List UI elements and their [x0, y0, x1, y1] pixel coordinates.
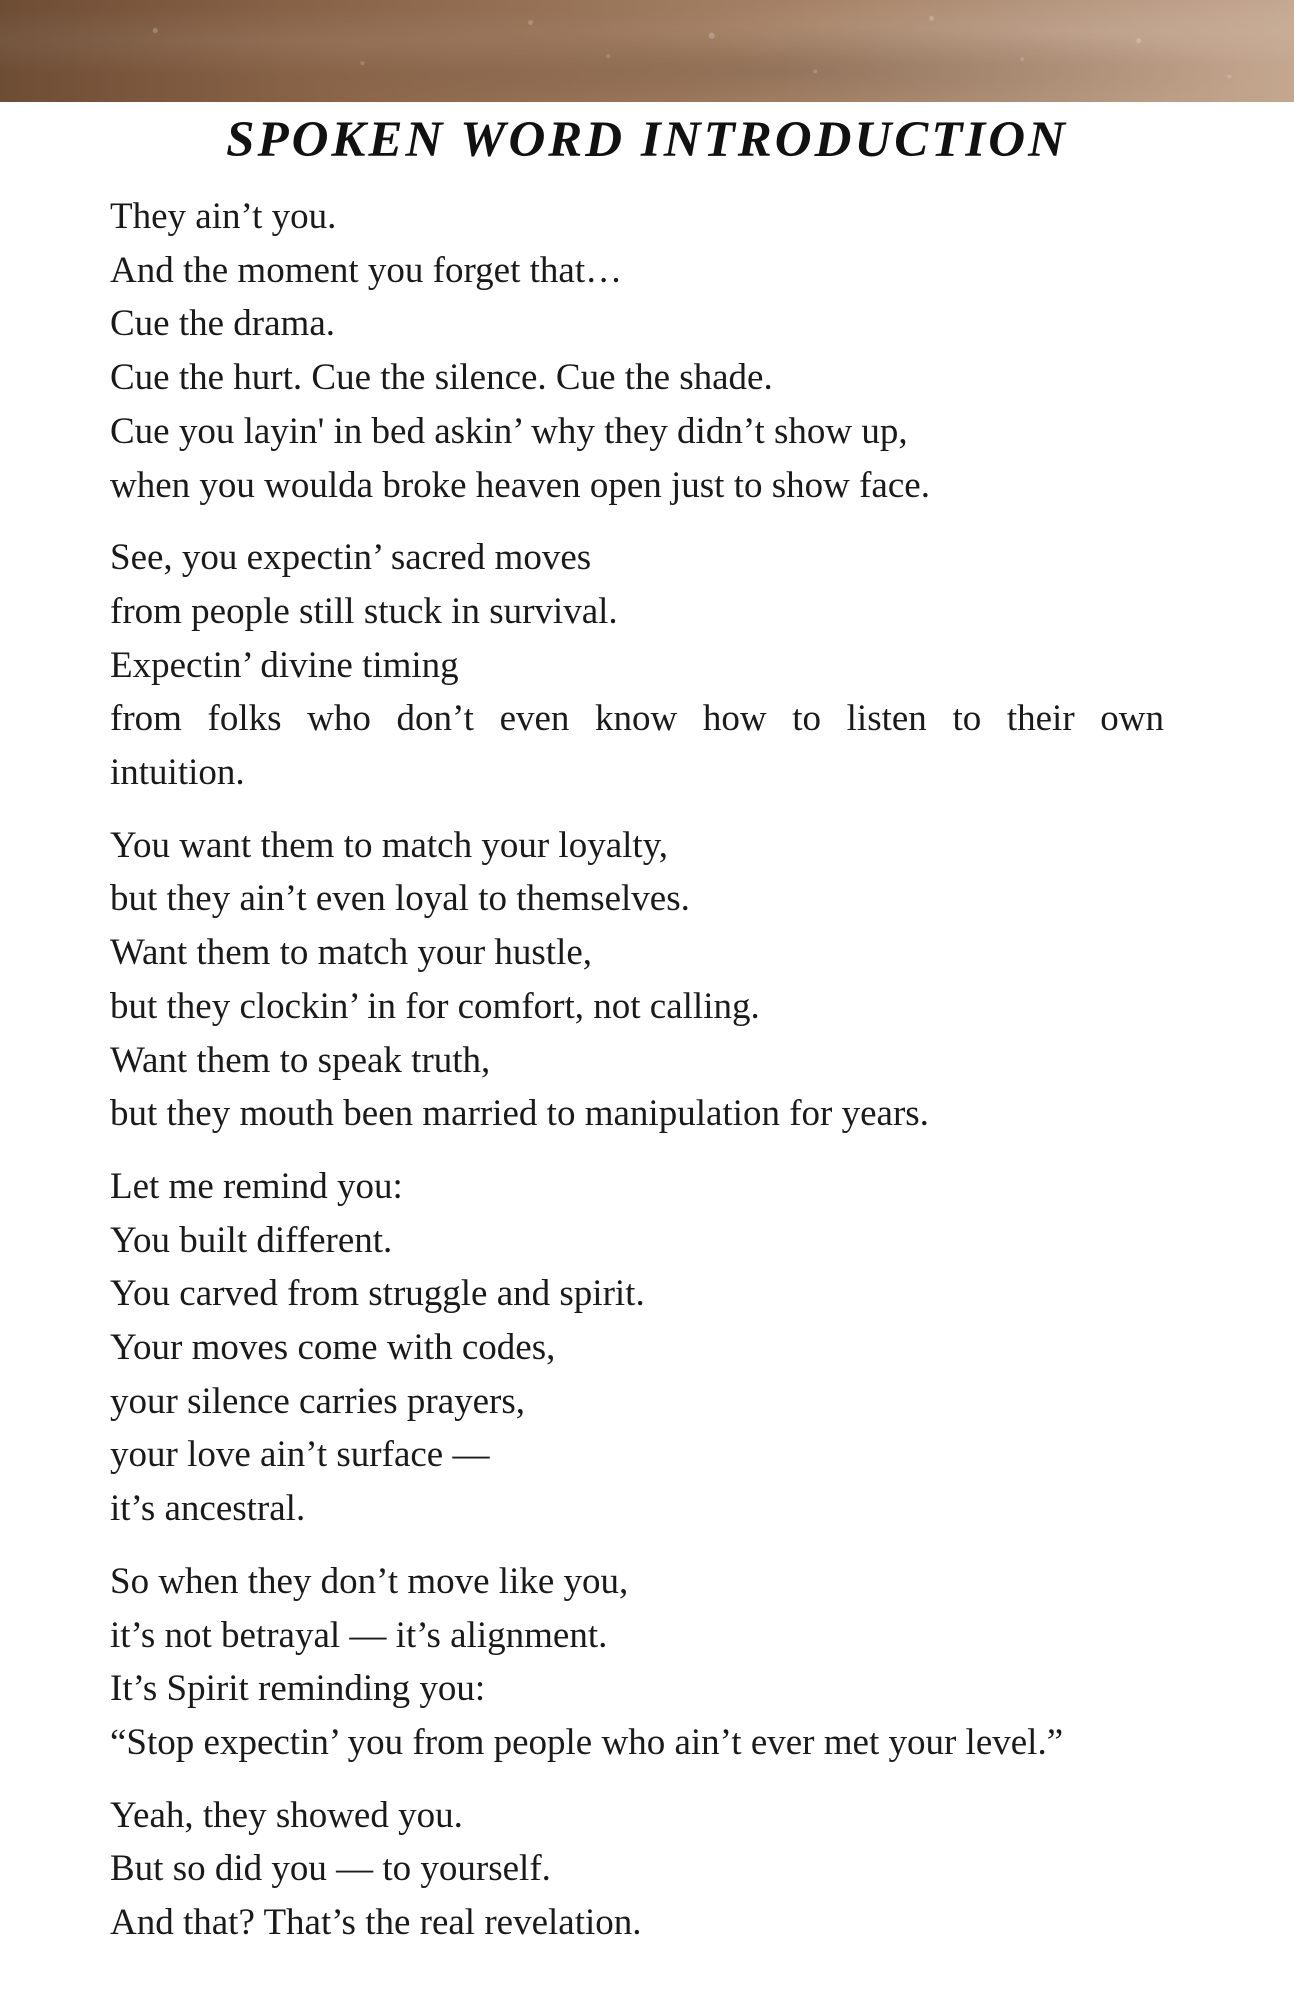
stanza-3: [110, 819, 1164, 1141]
stanza-4: [110, 1160, 1164, 1536]
poem-line: when you woulda broke heaven open just to show face.: [110, 464, 930, 506]
poem-line: And the moment you forget that…: [110, 249, 623, 291]
poem-line: intuition.: [110, 752, 245, 794]
stanza-1: [110, 190, 1164, 512]
poem-line: Let me remind you:: [110, 1165, 403, 1207]
poem-line: Cue the hurt. Cue the silence. Cue the shade.: [110, 357, 773, 399]
poem-body: [110, 190, 1164, 1969]
poem-line: You built different.: [110, 1219, 393, 1261]
poem-line: it’s ancestral.: [110, 1488, 306, 1530]
stanza-2: [110, 531, 1164, 800]
poem-line: You carved from struggle and spirit.: [110, 1273, 645, 1315]
poem-line: but they clockin’ in for comfort, not calling.: [110, 985, 760, 1027]
page-title: SPOKEN WORD INTRODUCTION: [226, 112, 1068, 168]
stanza-6: [110, 1789, 1164, 1950]
poem-line: You want them to match your loyalty,: [110, 824, 669, 866]
poem-line: your silence carries prayers,: [110, 1380, 526, 1422]
poem-line: Cue you layin' in bed askin’ why they didn’t show up,: [110, 410, 908, 452]
poem-line: They ain’t you.: [110, 196, 337, 237]
poem-line: Want them to match your hustle,: [110, 932, 593, 974]
poem-line: but they mouth been married to manipulation for years.: [110, 1093, 929, 1135]
poem-line: And that? That’s the real revelation.: [110, 1902, 642, 1944]
poem-line: Want them to speak truth,: [110, 1039, 491, 1081]
poem-line: it’s not betrayal — it’s alignment.: [110, 1614, 608, 1656]
stanza-5: [110, 1555, 1164, 1770]
poem-line: your love ain’t surface —: [110, 1434, 490, 1476]
poem-line: But so did you — to yourself.: [110, 1848, 551, 1890]
poem-line: Expectin’ divine timing: [110, 644, 459, 686]
poem-line: So when they don’t move like you,: [110, 1560, 629, 1602]
header-image-band: [0, 0, 1294, 102]
poem-line: from people still stuck in survival.: [110, 590, 618, 632]
poem-line: It’s Spirit reminding you:: [110, 1668, 486, 1710]
poem-line: but they ain’t even loyal to themselves.: [110, 878, 690, 920]
poem-line: from folks who don’t even know how to listen to their own: [110, 698, 1164, 740]
poem-line: Cue the drama.: [110, 303, 335, 345]
poem-line: Your moves come with codes,: [110, 1327, 556, 1369]
poem-line: “Stop expectin’ you from people who ain’t ever met your level.”: [110, 1721, 1064, 1763]
poem-line: See, you expectin’ sacred moves: [110, 537, 592, 579]
poem-line: Yeah, they showed you.: [110, 1794, 463, 1836]
